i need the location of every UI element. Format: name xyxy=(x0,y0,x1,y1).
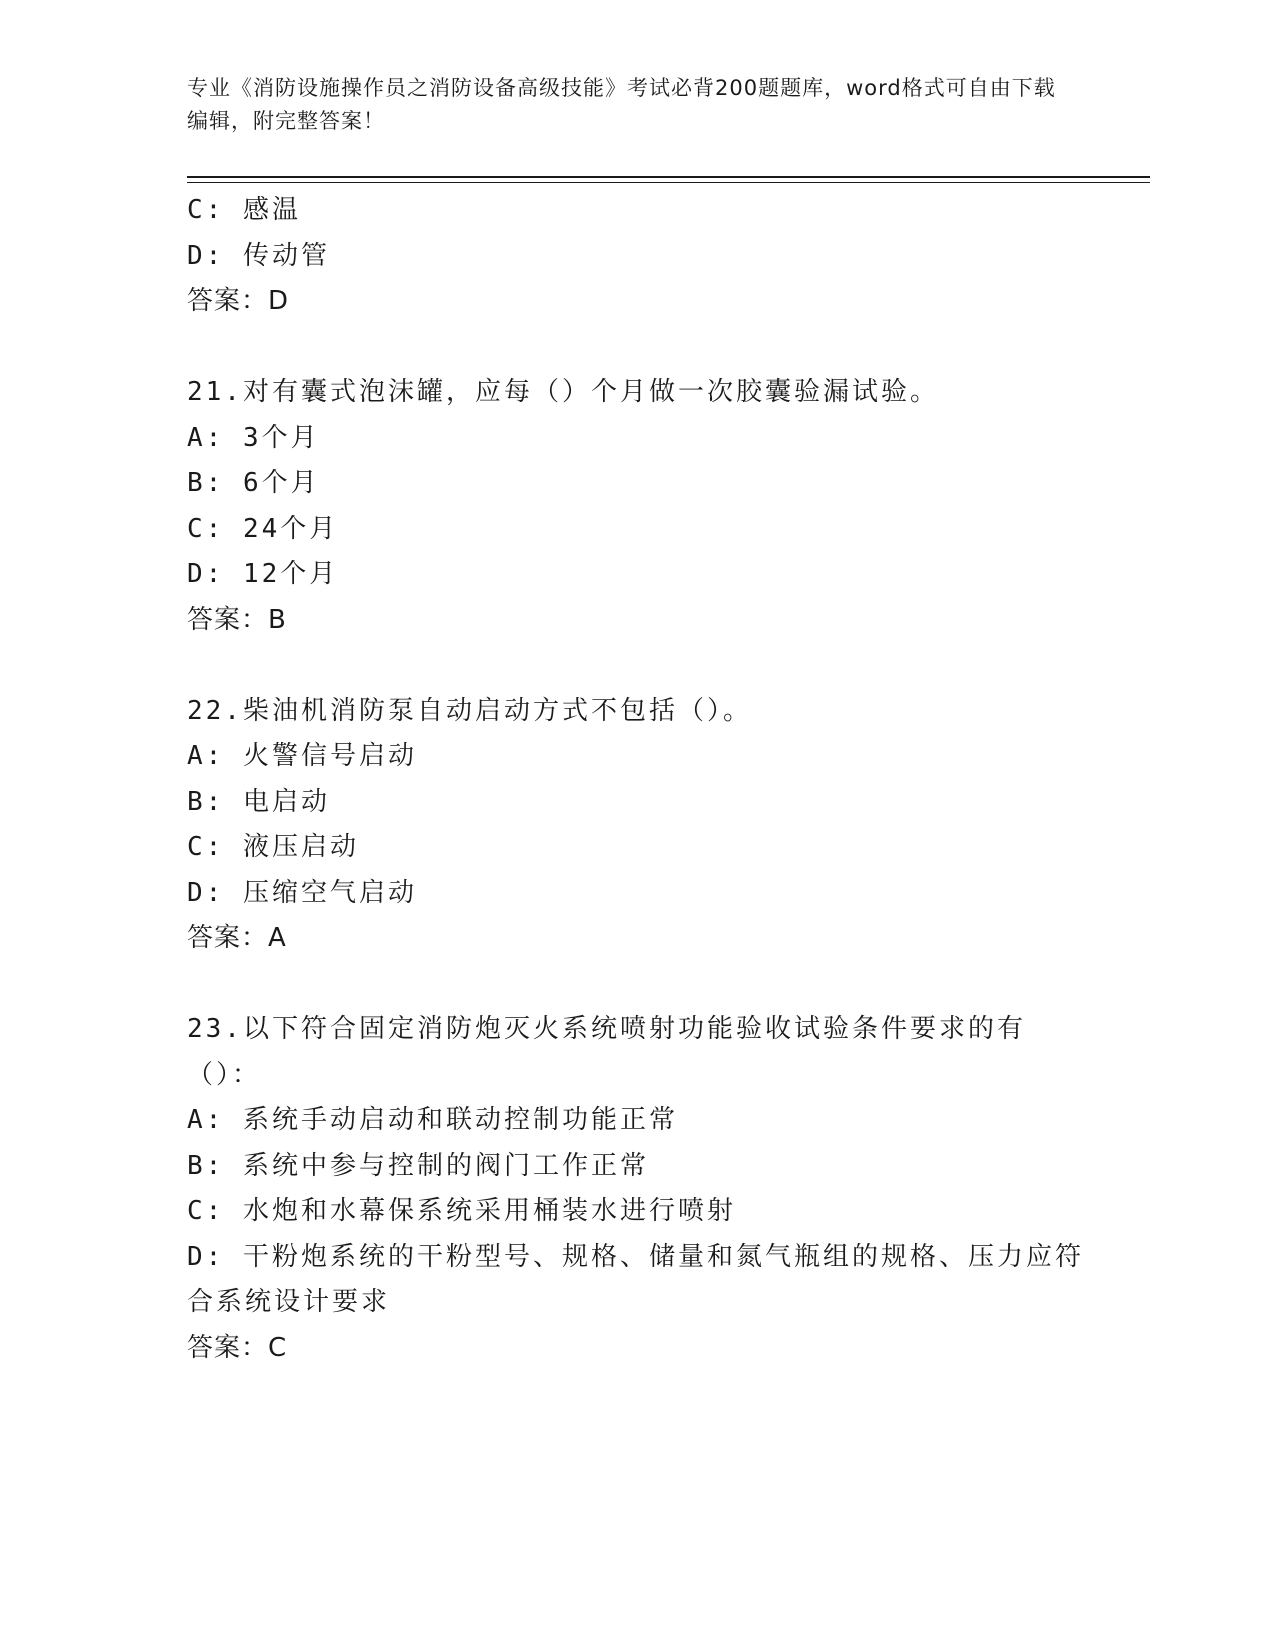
spacer xyxy=(187,643,1087,689)
option-a: A: 火警信号启动 xyxy=(187,741,417,771)
spacer xyxy=(187,325,1087,371)
option-c: C: 水炮和水幕保系统采用桶装水进行喷射 xyxy=(187,1196,736,1226)
answer-line: 答案：C xyxy=(187,1332,288,1363)
option-b: B: 系统中参与控制的阀门工作正常 xyxy=(187,1150,649,1181)
question-22 xyxy=(187,689,1087,962)
question-stem: 22.柴油机消防泵自动启动方式不包括（）。 xyxy=(187,695,752,726)
option-d: D: 压缩空气启动 xyxy=(187,877,417,908)
answer-line: 答案：A xyxy=(187,923,287,953)
page-header: 专业《消防设施操作员之消防设备高级技能》考试必背200题题库，word格式可自由下载编辑，附完整答案！ xyxy=(187,76,1056,133)
answer-line: 答案：D xyxy=(187,286,290,316)
option-a: A: 系统手动启动和联动控制功能正常 xyxy=(187,1105,678,1135)
answer-line: 答案：B xyxy=(187,604,287,635)
option-d: D: 干粉炮系统的干粉型号、规格、储量和氮气瓶组的规格、压力应符合系统设计要求 xyxy=(187,1241,1084,1317)
option-c: C: 液压启动 xyxy=(187,832,359,862)
question-stem: 21.对有囊式泡沫罐，应每（）个月做一次胶囊验漏试验。 xyxy=(187,377,939,407)
question-20-partial xyxy=(187,188,1087,325)
spacer xyxy=(187,962,1087,1008)
question-23 xyxy=(187,1007,1087,1371)
option-c: C: 感温 xyxy=(187,195,301,225)
option-d: D: 12个月 xyxy=(187,559,339,589)
header-rule-thin xyxy=(187,182,1150,183)
option-b: B: 6个月 xyxy=(187,468,320,498)
header-rule-thick xyxy=(187,176,1150,178)
option-b: B: 电启动 xyxy=(187,786,330,817)
option-c: C: 24个月 xyxy=(187,513,339,544)
question-list xyxy=(187,188,1087,1371)
option-a: A: 3个月 xyxy=(187,422,320,453)
question-stem: 23.以下符合固定消防炮灭火系统喷射功能验收试验条件要求的有（）： xyxy=(187,1014,1026,1090)
question-21 xyxy=(187,370,1087,643)
option-d: D: 传动管 xyxy=(187,240,330,271)
